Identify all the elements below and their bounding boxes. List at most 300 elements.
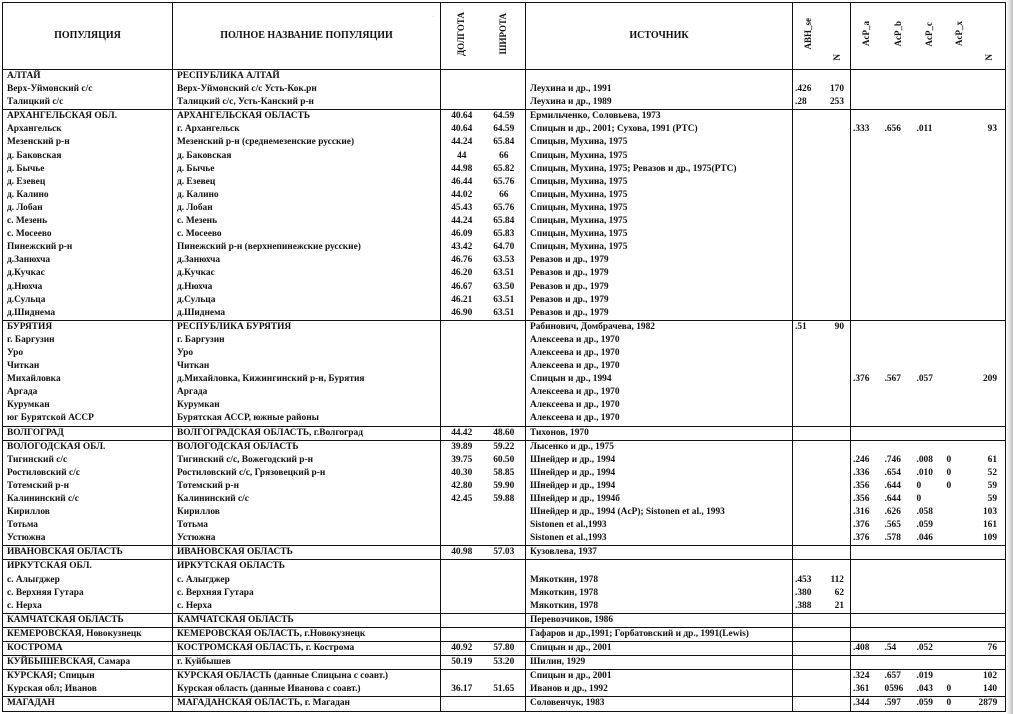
cell-source: Алексеева и др., 1970 [526, 386, 793, 399]
cell-acp-a [851, 546, 883, 560]
cell-abh-se [793, 123, 825, 136]
cell-acp-n [975, 189, 1006, 202]
cell-full-name: д.Кучкас [173, 267, 441, 280]
cell-acp-c: .010 [916, 467, 933, 478]
cell-acp-b: 0596 [883, 683, 915, 697]
table-row [3, 320, 1006, 334]
cell-longitude [441, 412, 483, 426]
cell-latitude: 65.82 [483, 163, 526, 176]
cell-latitude: 65.83 [483, 228, 526, 241]
cell-acp-b [883, 83, 915, 96]
cell-acp-b [883, 320, 915, 334]
cell-acp-c [915, 320, 945, 334]
table-row [3, 373, 1006, 386]
cell-acp-x: 0 [946, 454, 952, 465]
cell-abh-se [793, 480, 825, 493]
cell-acp-c [915, 360, 945, 373]
cell-acp-n [975, 70, 1006, 84]
cell-full-name: ИВАНОВСКАЯ ОБЛАСТЬ [173, 546, 441, 560]
cell-abh-se [793, 519, 825, 532]
cell-abh-se: .426 [793, 83, 825, 96]
cell-longitude [441, 347, 483, 360]
cell-acp-a: .408 [851, 642, 883, 656]
cell-longitude: 46.20 [441, 267, 483, 280]
table-row [3, 281, 1006, 294]
cell-longitude [441, 373, 483, 386]
cell-longitude: 46.44 [441, 176, 483, 189]
cell-longitude [441, 519, 483, 532]
cell-abh-se: .28 [793, 96, 825, 110]
cell-acp-c [915, 386, 945, 399]
cell-acp-a: .324 [851, 670, 883, 684]
cell-longitude: 44.24 [441, 136, 483, 149]
cell-abh-n: 112 [825, 574, 851, 587]
table-row [3, 574, 1006, 587]
cell-latitude [483, 347, 526, 360]
cell-acp-b [883, 613, 915, 627]
table-row [3, 600, 1006, 614]
cell-full-name: Тотемский р-н [173, 480, 441, 493]
scan-edge-shadow [1006, 0, 1013, 714]
cell-acp-b [883, 334, 915, 347]
table-row [3, 215, 1006, 228]
cell-acp-x [945, 70, 975, 84]
cell-latitude: 57.03 [483, 546, 526, 560]
cell-acp-c [915, 347, 945, 360]
cell-latitude: 48.60 [483, 426, 526, 440]
cell-abh-n [825, 189, 851, 202]
cell-latitude [483, 627, 526, 641]
cell-full-name: Калининский с/с [173, 493, 441, 506]
cell-abh-n: 253 [825, 96, 851, 110]
cell-abh-se [793, 656, 825, 670]
cell-latitude: 51.65 [483, 683, 526, 697]
cell-population: Ростиловский с/с [3, 467, 173, 480]
cell-population: Талицкий с/с [3, 96, 173, 110]
cell-acp-c [915, 412, 945, 426]
cell-population: с. Верхняя Гутара [3, 587, 173, 600]
cell-abh-se [793, 642, 825, 656]
cell-full-name: д.Шиднема [173, 307, 441, 321]
cell-source: Sistonen et al.,1993 [526, 519, 793, 532]
table-row [3, 656, 1006, 670]
cell-abh-se [793, 267, 825, 280]
cell-longitude [441, 506, 483, 519]
cell-abh-n [825, 202, 851, 215]
cell-full-name: АРХАНГЕЛЬСКАЯ ОБЛАСТЬ [173, 110, 441, 124]
cell-abh-n [825, 228, 851, 241]
table-row [3, 412, 1006, 426]
cell-abh-se: .380 [793, 587, 825, 600]
cell-population: КУРСКАЯ; Спицын [3, 670, 173, 684]
cell-longitude [441, 670, 483, 684]
cell-full-name: д.Нюхча [173, 281, 441, 294]
cell-acp-c [915, 426, 945, 440]
cell-abh-n [825, 412, 851, 426]
cell-acp-x [945, 267, 975, 280]
table-row [3, 532, 1006, 546]
cell-acp-n [975, 560, 1006, 574]
cell-abh-se [793, 532, 825, 546]
cell-acp-n [975, 656, 1006, 670]
table-header-row [3, 3, 1006, 70]
cell-acp-c [915, 215, 945, 228]
cell-acp-c [915, 600, 945, 614]
cell-acp-b [883, 386, 915, 399]
table-row [3, 467, 1006, 480]
cell-longitude [441, 386, 483, 399]
cell-latitude: 64.59 [483, 110, 526, 124]
cell-longitude: 40.92 [441, 642, 483, 656]
cell-acp-a: .333 [851, 123, 883, 136]
cell-source: Ревазов и др., 1979 [526, 281, 793, 294]
cell-acp-x [945, 150, 975, 163]
cell-acp-b [883, 176, 915, 189]
cell-acp-n [975, 334, 1006, 347]
cell-acp-a: .316 [851, 506, 883, 519]
cell-acp-x: 0 [945, 683, 975, 697]
header-acp-x: AcP_x [945, 3, 975, 70]
cell-source: Шнейдер и др., 1994 [526, 480, 793, 493]
cell-full-name: КОСТРОМСКАЯ ОБЛАСТЬ, г. Кострома [173, 642, 441, 656]
cell-abh-se [793, 347, 825, 360]
cell-latitude [483, 600, 526, 614]
cell-acp-a [851, 150, 883, 163]
cell-abh-n [825, 519, 851, 532]
cell-latitude: 65.84 [483, 215, 526, 228]
header-acp-n: N [975, 3, 1006, 70]
cell-latitude [483, 360, 526, 373]
cell-source: Мякоткин, 1978 [526, 587, 793, 600]
cell-abh-n [825, 546, 851, 560]
table-row [3, 267, 1006, 280]
cell-acp-c [915, 254, 945, 267]
cell-acp-a: .376 [851, 532, 883, 546]
table-row [3, 241, 1006, 254]
cell-abh-n [825, 281, 851, 294]
table-row [3, 347, 1006, 360]
cell-abh-se [793, 613, 825, 627]
cell-source: Рабинович, Домбрачева, 1982 [526, 320, 793, 334]
cell-latitude: 65.84 [483, 136, 526, 149]
cell-acp-x [945, 386, 975, 399]
cell-acp-n: 161 [975, 519, 1006, 532]
cell-abh-se [793, 683, 825, 697]
table-row [3, 506, 1006, 519]
table-row [3, 202, 1006, 215]
cell-acp-a: .361 [851, 683, 883, 697]
cell-latitude [483, 96, 526, 110]
cell-acp-n [975, 546, 1006, 560]
cell-acp-n [975, 254, 1006, 267]
cell-acp-b: .657 [883, 670, 915, 684]
cell-abh-se: .51 [793, 320, 825, 334]
cell-latitude: 64.70 [483, 241, 526, 254]
cell-source: Спицын, Мухина, 1975 [526, 215, 793, 228]
cell-abh-se [793, 670, 825, 684]
cell-full-name: Устюжна [173, 532, 441, 546]
cell-acp-n: 2879 [975, 697, 1006, 711]
cell-full-name: с. Верхняя Гутара [173, 587, 441, 600]
cell-source: Спицын, Мухина, 1975 [526, 136, 793, 149]
cell-acp-c: .052 [915, 642, 945, 656]
header-full-name: ПОЛНОЕ НАЗВАНИЕ ПОПУЛЯЦИИ [173, 3, 441, 70]
cell-acp-n: 61 [975, 454, 1006, 467]
cell-acp-b: .567 [884, 374, 901, 385]
cell-acp-c [915, 267, 945, 280]
cell-acp-c [915, 307, 945, 321]
cell-source: Лысенко и др., 1975 [526, 440, 793, 454]
cell-acp-n: 102 [975, 670, 1006, 684]
cell-acp-c [915, 110, 945, 124]
cell-acp-n [975, 399, 1006, 412]
cell-abh-n [825, 110, 851, 124]
cell-acp-c [915, 587, 945, 600]
cell-abh-se [793, 163, 825, 176]
cell-abh-se [793, 373, 825, 386]
cell-full-name: д. Лобан [173, 202, 441, 215]
cell-acp-b: .746 [884, 454, 901, 465]
cell-acp-n [975, 600, 1006, 614]
cell-latitude: 63.51 [483, 267, 526, 280]
cell-acp-n [975, 587, 1006, 600]
header-abh-se: ABH_se [793, 3, 825, 70]
cell-source: Спицын и др., 1994 [526, 373, 793, 386]
cell-latitude [483, 560, 526, 574]
cell-population: БУРЯТИЯ [3, 320, 173, 334]
cell-acp-x [945, 426, 975, 440]
cell-acp-c [915, 294, 945, 307]
cell-acp-b [883, 307, 915, 321]
cell-latitude: 66 [483, 150, 526, 163]
cell-full-name: д. Баковская [173, 150, 441, 163]
cell-latitude: 63.51 [483, 307, 526, 321]
cell-acp-a [851, 574, 883, 587]
cell-abh-se [793, 136, 825, 149]
cell-population: Тигинский с/с [3, 454, 173, 467]
cell-longitude: 46.76 [441, 254, 483, 267]
cell-abh-se [793, 399, 825, 412]
cell-abh-n: 90 [825, 320, 851, 334]
cell-population: АЛТАЙ [3, 70, 173, 84]
cell-acp-a [851, 386, 883, 399]
cell-full-name: Ростиловский с/с, Грязовецкий р-н [173, 467, 441, 480]
header-source: ИСТОЧНИК [526, 3, 793, 70]
cell-source: Леухина и др., 1989 [526, 96, 793, 110]
cell-acp-n [975, 281, 1006, 294]
header-longitude: ДОЛГОТА [441, 3, 483, 70]
table-row [3, 587, 1006, 600]
cell-acp-n [975, 83, 1006, 96]
cell-acp-b: .656 [884, 124, 901, 135]
cell-population: Курумкан [3, 399, 173, 412]
cell-population: Уро [3, 347, 173, 360]
cell-abh-se [793, 202, 825, 215]
cell-longitude: 44.42 [441, 426, 483, 440]
cell-population: ВОЛГОГРАД [3, 426, 173, 440]
cell-longitude [441, 587, 483, 600]
cell-acp-x [945, 519, 975, 532]
cell-acp-n [975, 110, 1006, 124]
cell-acp-a [851, 560, 883, 574]
cell-acp-a [851, 320, 883, 334]
cell-acp-a [851, 136, 883, 149]
cell-acp-c [915, 163, 945, 176]
cell-longitude [441, 627, 483, 641]
cell-acp-n [975, 136, 1006, 149]
cell-acp-n: 93 [975, 123, 1006, 136]
table-row [3, 294, 1006, 307]
cell-longitude: 40.64 [441, 123, 483, 136]
cell-acp-x [945, 627, 975, 641]
cell-acp-b [883, 627, 915, 641]
cell-acp-c [915, 96, 945, 110]
cell-full-name: ВОЛОГОДСКАЯ ОБЛАСТЬ [173, 440, 441, 454]
cell-acp-a [851, 613, 883, 627]
cell-abh-n [825, 426, 851, 440]
cell-source: Ревазов и др., 1979 [526, 294, 793, 307]
cell-source: Мякоткин, 1978 [526, 600, 793, 614]
cell-source: Спицын, Мухина, 1975 [526, 176, 793, 189]
cell-population: д.Занюхча [3, 254, 173, 267]
cell-acp-a [851, 96, 883, 110]
cell-longitude: 50.19 [441, 656, 483, 670]
cell-acp-b [883, 360, 915, 373]
cell-acp-b [883, 656, 915, 670]
cell-source: Гафаров и др.,1991; Горбатовский и др., 1991(Lewis) [526, 627, 793, 641]
cell-source: Алексеева и др., 1970 [526, 412, 793, 426]
table-row [3, 670, 1006, 684]
cell-acp-x [945, 506, 975, 519]
cell-acp-b [883, 254, 915, 267]
cell-acp-c: .059 [916, 520, 933, 531]
table-row [3, 399, 1006, 412]
cell-source: Спицын, Мухина, 1975 [526, 228, 793, 241]
cell-acp-a [851, 267, 883, 280]
cell-abh-se [793, 307, 825, 321]
table-row [3, 697, 1006, 711]
cell-acp-a [851, 281, 883, 294]
scan-speck: · [432, 14, 434, 20]
cell-acp-n [975, 228, 1006, 241]
table-row [3, 307, 1006, 321]
cell-acp-n [975, 294, 1006, 307]
cell-full-name: Талицкий с/с, Усть-Канский р-н [173, 96, 441, 110]
cell-latitude [483, 320, 526, 334]
cell-full-name: РЕСПУБЛИКА БУРЯТИЯ [173, 320, 441, 334]
cell-full-name: Пинежский р-н (верхнепинежские русские) [173, 241, 441, 254]
cell-acp-a [851, 426, 883, 440]
cell-abh-n [825, 360, 851, 373]
cell-acp-a: .356 [851, 493, 883, 506]
cell-full-name: д.Занюхча [173, 254, 441, 267]
cell-acp-n [975, 574, 1006, 587]
cell-acp-a: .336 [851, 467, 883, 480]
cell-population: Михайловка [3, 373, 173, 386]
table-row [3, 683, 1006, 697]
table-row [3, 189, 1006, 202]
cell-acp-b [883, 228, 915, 241]
cell-abh-n [825, 454, 851, 467]
cell-acp-x [945, 110, 975, 124]
cell-source: Алексеева и др., 1970 [526, 347, 793, 360]
cell-acp-b [883, 96, 915, 110]
table-row [3, 546, 1006, 560]
cell-abh-n [825, 241, 851, 254]
cell-abh-n [825, 386, 851, 399]
cell-acp-a [851, 202, 883, 215]
cell-acp-n [975, 347, 1006, 360]
cell-latitude: 57.80 [483, 642, 526, 656]
cell-latitude [483, 70, 526, 84]
cell-full-name: д. Бычье [173, 163, 441, 176]
cell-longitude [441, 613, 483, 627]
cell-longitude: 44.02 [441, 189, 483, 202]
cell-acp-c: .011 [916, 124, 933, 135]
cell-full-name: КАМЧАТСКАЯ ОБЛАСТЬ [173, 613, 441, 627]
table-row [3, 83, 1006, 96]
cell-abh-se [793, 560, 825, 574]
cell-acp-b [883, 412, 915, 426]
cell-latitude: 66 [483, 189, 526, 202]
cell-acp-a [851, 307, 883, 321]
cell-acp-n: 209 [975, 373, 1006, 386]
cell-abh-n: 62 [825, 587, 851, 600]
cell-abh-n [825, 150, 851, 163]
table-row [3, 70, 1006, 84]
cell-acp-a [851, 70, 883, 84]
cell-abh-se [793, 150, 825, 163]
cell-source: Ермильченко, Соловьева, 1973 [526, 110, 793, 124]
cell-acp-x [945, 347, 975, 360]
cell-source: Шнейдер и др., 1994б [526, 493, 793, 506]
cell-abh-n [825, 136, 851, 149]
cell-population: ИРКУТСКАЯ ОБЛ. [3, 560, 173, 574]
cell-population: КЕМЕРОВСКАЯ, Новокузнецк [3, 627, 173, 641]
cell-latitude [483, 532, 526, 546]
cell-abh-n [825, 123, 851, 136]
table-row [3, 519, 1006, 532]
cell-source: Спицын, Мухина, 1975; Ревазов и др., 1975(РТС) [526, 163, 793, 176]
cell-source: Спицын и др., 2001 [526, 670, 793, 684]
cell-acp-c [915, 176, 945, 189]
cell-latitude: 65.76 [483, 202, 526, 215]
cell-population: АРХАНГЕЛЬСКАЯ ОБЛ. [3, 110, 173, 124]
cell-longitude [441, 574, 483, 587]
cell-abh-se [793, 454, 825, 467]
cell-acp-x [945, 587, 975, 600]
cell-population: ИВАНОВСКАЯ ОБЛАСТЬ [3, 546, 173, 560]
cell-abh-n [825, 670, 851, 684]
cell-acp-x [945, 412, 975, 426]
table-row [3, 642, 1006, 656]
cell-source: Мякоткин, 1978 [526, 574, 793, 587]
cell-longitude [441, 399, 483, 412]
cell-abh-n [825, 254, 851, 267]
cell-full-name: Читкан [173, 360, 441, 373]
table-row [3, 613, 1006, 627]
cell-acp-c [915, 334, 945, 347]
table-row [3, 150, 1006, 163]
cell-acp-n: 140 [975, 683, 1006, 697]
cell-abh-n [825, 480, 851, 493]
cell-full-name: Курумкан [173, 399, 441, 412]
cell-population: Верх-Уймонский с/с [3, 83, 173, 96]
cell-acp-x [945, 96, 975, 110]
cell-latitude: 59.88 [483, 493, 526, 506]
cell-source: Шнейдер и др., 1994 (AcP); Sistonen et al., 1993 [526, 506, 793, 519]
cell-acp-b: .644 [884, 494, 901, 504]
